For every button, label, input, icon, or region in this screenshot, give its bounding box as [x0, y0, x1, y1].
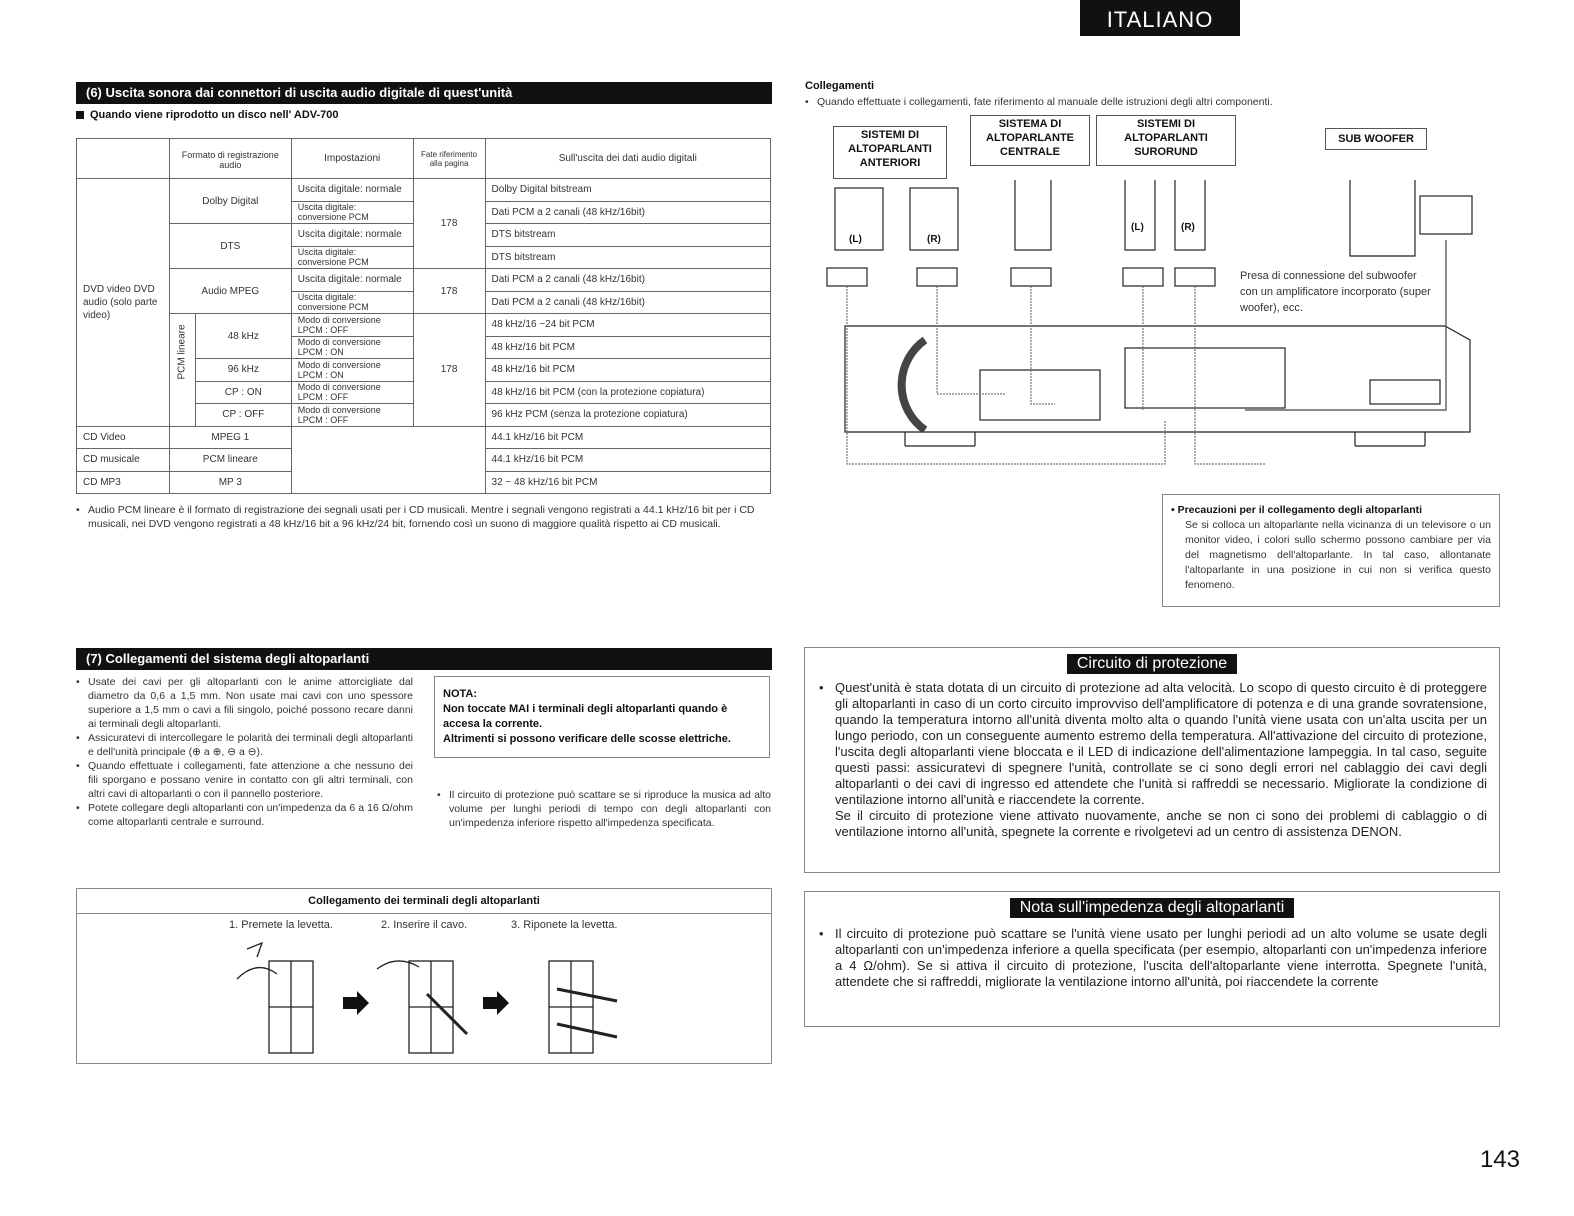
front-right-terminal: [917, 268, 957, 286]
list-item: • Il circuito di protezione può scattare se si riproduce la musica ad alto volume per lunghi periodi di tempo con degli altoparlanti con un'impedenza inferiore rispetto all'impedenza specificata.: [437, 788, 771, 830]
surround-speaker-label: SISTEMI DI ALTOPARLANTI SURORUND: [1096, 115, 1236, 166]
list-item: • Usate dei cavi per gli altoparlanti con le anime attorcigliate dal diametro da 0,6 a 1,5 mm. Non usate mai cavi con uno spessore superiore a 1,5 mm o cavi a fili singolo, poiché possono recare danni ai terminali degli altoparlanti.: [76, 675, 413, 731]
list-item: • Quando effettuate i collegamenti, fate attenzione a che nessuno dei fili sporgano e possano venire in contatto con gli altri terminali, con altri cavi di altoparlanti o con il pannello posteriore.: [76, 759, 413, 801]
table-cell: DTS bitstream: [485, 246, 770, 269]
pcm-label: PCM lineare: [176, 324, 188, 380]
table-header: Formato di registrazione audio: [169, 139, 291, 179]
table-cell: [291, 426, 485, 494]
pcm-label-cell: [169, 314, 195, 427]
table-cell: 48 kHz: [195, 314, 291, 359]
surround-left-speaker: [1125, 180, 1155, 250]
table-cell: Uscita digitale: conversione PCM: [291, 246, 413, 269]
sub-cable: [1245, 240, 1446, 410]
table-cell: Uscita digitale: conversione PCM: [291, 201, 413, 224]
arrow-right-icon: [343, 991, 369, 1015]
table-cell: CD MP3: [77, 471, 170, 494]
scart-connector: [1370, 380, 1440, 404]
table-cell: 44.1 kHz/16 bit PCM: [485, 426, 770, 449]
section6-title: (6) Uscita sonora dai connettori di uscita audio digitale di quest'unità: [76, 82, 772, 104]
wire: [1031, 286, 1055, 404]
table-cell: Modo di conversione LPCM : OFF: [291, 381, 413, 404]
precaution-box: [1162, 494, 1500, 607]
arrow-right-icon: [483, 991, 509, 1015]
precaution-text: Se si colloca un altoparlante nella vicinanza di un televisore o un monitor video, i colori sullo schermo possono cambiare per via del magnetismo dell'altoparlante. In tal caso, allontanate l'altoparlante in una posizione in cui non si verifica questo fenomeno.: [1185, 519, 1491, 591]
arrow-up-icon: [247, 943, 262, 957]
table-cell: CD musicale: [77, 449, 170, 472]
surround-left-tag: (L): [1131, 222, 1144, 233]
center-terminal: [1011, 268, 1051, 286]
connections-intro: [805, 95, 1505, 109]
front-speaker-label: SISTEMI DI ALTOPARLANTI ANTERIORI: [833, 126, 947, 179]
section6-subheading: Quando viene riprodotto un disco nell' ADV-700: [76, 109, 339, 121]
dvd-group-cell: DVD video DVD audio (solo parte video): [77, 179, 170, 427]
nota-line2: Altrimenti si possono verificare delle scosse elettriche.: [443, 733, 731, 745]
table-cell: 48 kHz/16 ~24 bit PCM: [485, 314, 770, 337]
table-cell: Audio MPEG: [169, 269, 291, 314]
table-cell: Modo di conversione LPCM : OFF: [291, 314, 413, 337]
subwoofer-jack: [1420, 196, 1472, 234]
table-cell: Dolby Digital: [169, 179, 291, 224]
table-header: Sull'uscita dei dati audio digitali: [485, 139, 770, 179]
table-cell: Dati PCM a 2 canali (48 kHz/16bit): [485, 201, 770, 224]
table-cell: Uscita digitale: normale: [291, 269, 413, 292]
subwoofer: [1350, 180, 1415, 256]
table-cell: Modo di conversione LPCM : OFF: [291, 404, 413, 427]
nota-box: [434, 676, 770, 758]
receiver-body: [845, 326, 1470, 432]
protection-box: [804, 647, 1500, 873]
wire: [937, 286, 1005, 394]
impedance-title-wrap: [805, 898, 1499, 918]
table-cell: 178: [413, 269, 485, 314]
list-item: • Quando effettuate i collegamenti, fate riferimento al manuale delle istruzioni degli altri componenti.: [805, 95, 1505, 109]
section7-bullets: [76, 675, 413, 829]
section7-title: (7) Collegamenti del sistema degli altoparlanti: [76, 648, 772, 670]
subwoofer-note: Presa di connessione del subwoofer con un amplificatore incorporato (super woofer), ecc.: [1240, 270, 1431, 314]
table-cell: CP : OFF: [195, 404, 291, 427]
precaution-title: • Precauzioni per il collegamento degli altoparlanti: [1171, 504, 1423, 516]
connection-diagram: [805, 180, 1495, 480]
table-cell: 48 kHz/16 bit PCM: [485, 336, 770, 359]
table-cell: DTS bitstream: [485, 224, 770, 247]
square-bullet-icon: [76, 111, 84, 119]
format-table: [76, 138, 771, 494]
front-left-terminal: [827, 268, 867, 286]
surround-right-terminal: [1175, 268, 1215, 286]
section6-notes: [76, 503, 776, 531]
cable-2: [427, 994, 467, 1034]
table-cell: DTS: [169, 224, 291, 269]
protection-title-wrap: [805, 654, 1499, 674]
speaker-terminal-block: [980, 370, 1100, 420]
impedance-title: Nota sull'impedenza degli altoparlanti: [1010, 898, 1295, 918]
list-item: • Potete collegare degli altoparlanti con un'impedenza da 6 a 16 Ω/ohm come altoparlanti centrale e surround.: [76, 801, 413, 829]
table-cell: Uscita digitale: normale: [291, 179, 413, 202]
table-cell: PCM lineare: [169, 449, 291, 472]
table-cell: Uscita digitale: conversione PCM: [291, 291, 413, 314]
table-cell: 32 ~ 48 kHz/16 bit PCM: [485, 471, 770, 494]
protection-body: [819, 680, 1487, 840]
table-cell: 48 kHz/16 bit PCM: [485, 359, 770, 382]
list-item: • Assicuratevi di intercollegare le polarità dei terminali degli altoparlanti e dell'unità principale (⊕ a ⊕, ⊖ a ⊖).: [76, 731, 413, 759]
protection-title: Circuito di protezione: [1067, 654, 1237, 674]
language-tab: ITALIANO: [1080, 0, 1240, 36]
surround-left-terminal: [1123, 268, 1163, 286]
terminal-steps-illustration: [227, 939, 647, 1057]
cable-3: [557, 989, 617, 1001]
page-number: 143: [1479, 1146, 1520, 1173]
table-cell: Dati PCM a 2 canali (48 kHz/16bit): [485, 291, 770, 314]
nota-line1: Non toccate MAI i terminali degli altoparlanti quando è accesa la corrente.: [443, 703, 728, 730]
list-item: • Audio PCM lineare è il formato di registrazione dei segnali usati per i CD musicali. Mentre i segnali vengono registrati a 44.1 kHz/16 bit per i CD musicali, nei DVD vengono registrati a 48 kHz/16 bit a 96 kHz/24 bit, fornendo così un suono di maggiore qualità rispetto ai CD musicali.: [76, 503, 776, 531]
table-cell: 178: [413, 314, 485, 427]
table-cell: CP : ON: [195, 381, 291, 404]
front-right-tag: (R): [927, 234, 941, 245]
table-cell: 48 kHz/16 bit PCM (con la protezione copiatura): [485, 381, 770, 404]
table-cell: Dolby Digital bitstream: [485, 179, 770, 202]
table-cell: 96 kHz PCM (senza la protezione copiatura): [485, 404, 770, 427]
impedance-body: • Il circuito di protezione può scattare se l'unità viene usato per lunghi periodi ad un alto volume se usate degli altoparlanti con un'impedenza inferiore a quella specificata (per esempio, altoparlanti con un'impedenza inferiore a 4 Ω/ohm). Se si attiva il circuito di protezione, l'uscita dell'altoparlante viene interrotta. Spegnete l'unità, attendete che si raffreddi, migliorate la ventilazione intorno all'unità, poi riaccendete la corrente: [819, 926, 1487, 989]
finger-2: [377, 961, 419, 969]
table-cell: Modo di conversione LPCM : ON: [291, 359, 413, 382]
terminal-box: [76, 888, 772, 1064]
table-cell: MPEG 1: [169, 426, 291, 449]
table-cell: 44.1 kHz/16 bit PCM: [485, 449, 770, 472]
table-header: Impostazioni: [291, 139, 413, 179]
protection-para1: • Quest'unità è stata dotata di un circuito di protezione ad alta velocità. Lo scopo di questo circuito è di proteggere gli altoparlanti in caso di un corto circuito improvviso dell'amplificatore di potenza e di una grande sovratensione, quando la temperatura intorno all'unità diventa molto alta o quando l'unità viene usata con un'alta uscita per un lungo periodo, con un conseguente aumento estremo della temperatura. All'attivazione del circuito di protezione, l'uscita degli altoparlanti viene bloccata e il LED di indicazione dell'alimentazione lampeggia. In tal caso, seguite questi passi: assicuratevi di spegnere l'unità, controllate se ci sono degli errori nel cablaggio dei cavi degli altoparlanti o dei cavi di ingresso ed attendete che l'unità si raffreddi se necessario. Migliorate la condizione di ventilazione intorno all'unità e riaccendete la corrente.: [819, 680, 1487, 807]
terminal-box-title: Collegamento dei terminali degli altoparlanti: [308, 895, 540, 907]
step-3: 3. Riponete la levetta.: [511, 919, 618, 931]
precaution-content: [1163, 495, 1499, 593]
finger-1: [237, 968, 277, 979]
table-header: Fate riferimento alla pagina: [413, 139, 485, 179]
receiver-fan: [902, 340, 925, 430]
table-cell: Modo di conversione LPCM : ON: [291, 336, 413, 359]
impedance-box: [804, 891, 1500, 1027]
circuit-note: [437, 788, 771, 830]
table-cell: 96 kHz: [195, 359, 291, 382]
table-cell: MP 3: [169, 471, 291, 494]
table-cell: Dati PCM a 2 canali (48 kHz/16bit): [485, 269, 770, 292]
subwoofer-label: SUB WOOFER: [1325, 128, 1427, 150]
center-speaker-label: SISTEMA DI ALTOPARLANTE CENTRALE: [970, 115, 1090, 166]
table-cell: 178: [413, 179, 485, 269]
step-1: 1. Premete la levetta.: [229, 919, 333, 931]
nota-title: NOTA:: [443, 688, 478, 700]
table-cell: CD Video: [77, 426, 170, 449]
center-speaker: [1015, 180, 1051, 250]
surround-right-speaker: [1175, 180, 1205, 250]
table-cell: Uscita digitale: normale: [291, 224, 413, 247]
table-corner: [77, 139, 170, 179]
step-2: 2. Inserire il cavo.: [381, 919, 468, 931]
av-jacks: [1125, 348, 1285, 408]
surround-right-tag: (R): [1181, 222, 1195, 233]
protection-para2: Se il circuito di protezione viene attivato nuovamente, anche se non ci sono dei problemi di cablaggio o di ventilazione intorno all'unità, spegnete la corrente e rivolgetevi ad un centro di assistenza DENON.: [835, 808, 1487, 839]
front-left-tag: (L): [849, 234, 862, 245]
wire: [847, 286, 1165, 464]
connections-title: Collegamenti: [805, 80, 875, 92]
